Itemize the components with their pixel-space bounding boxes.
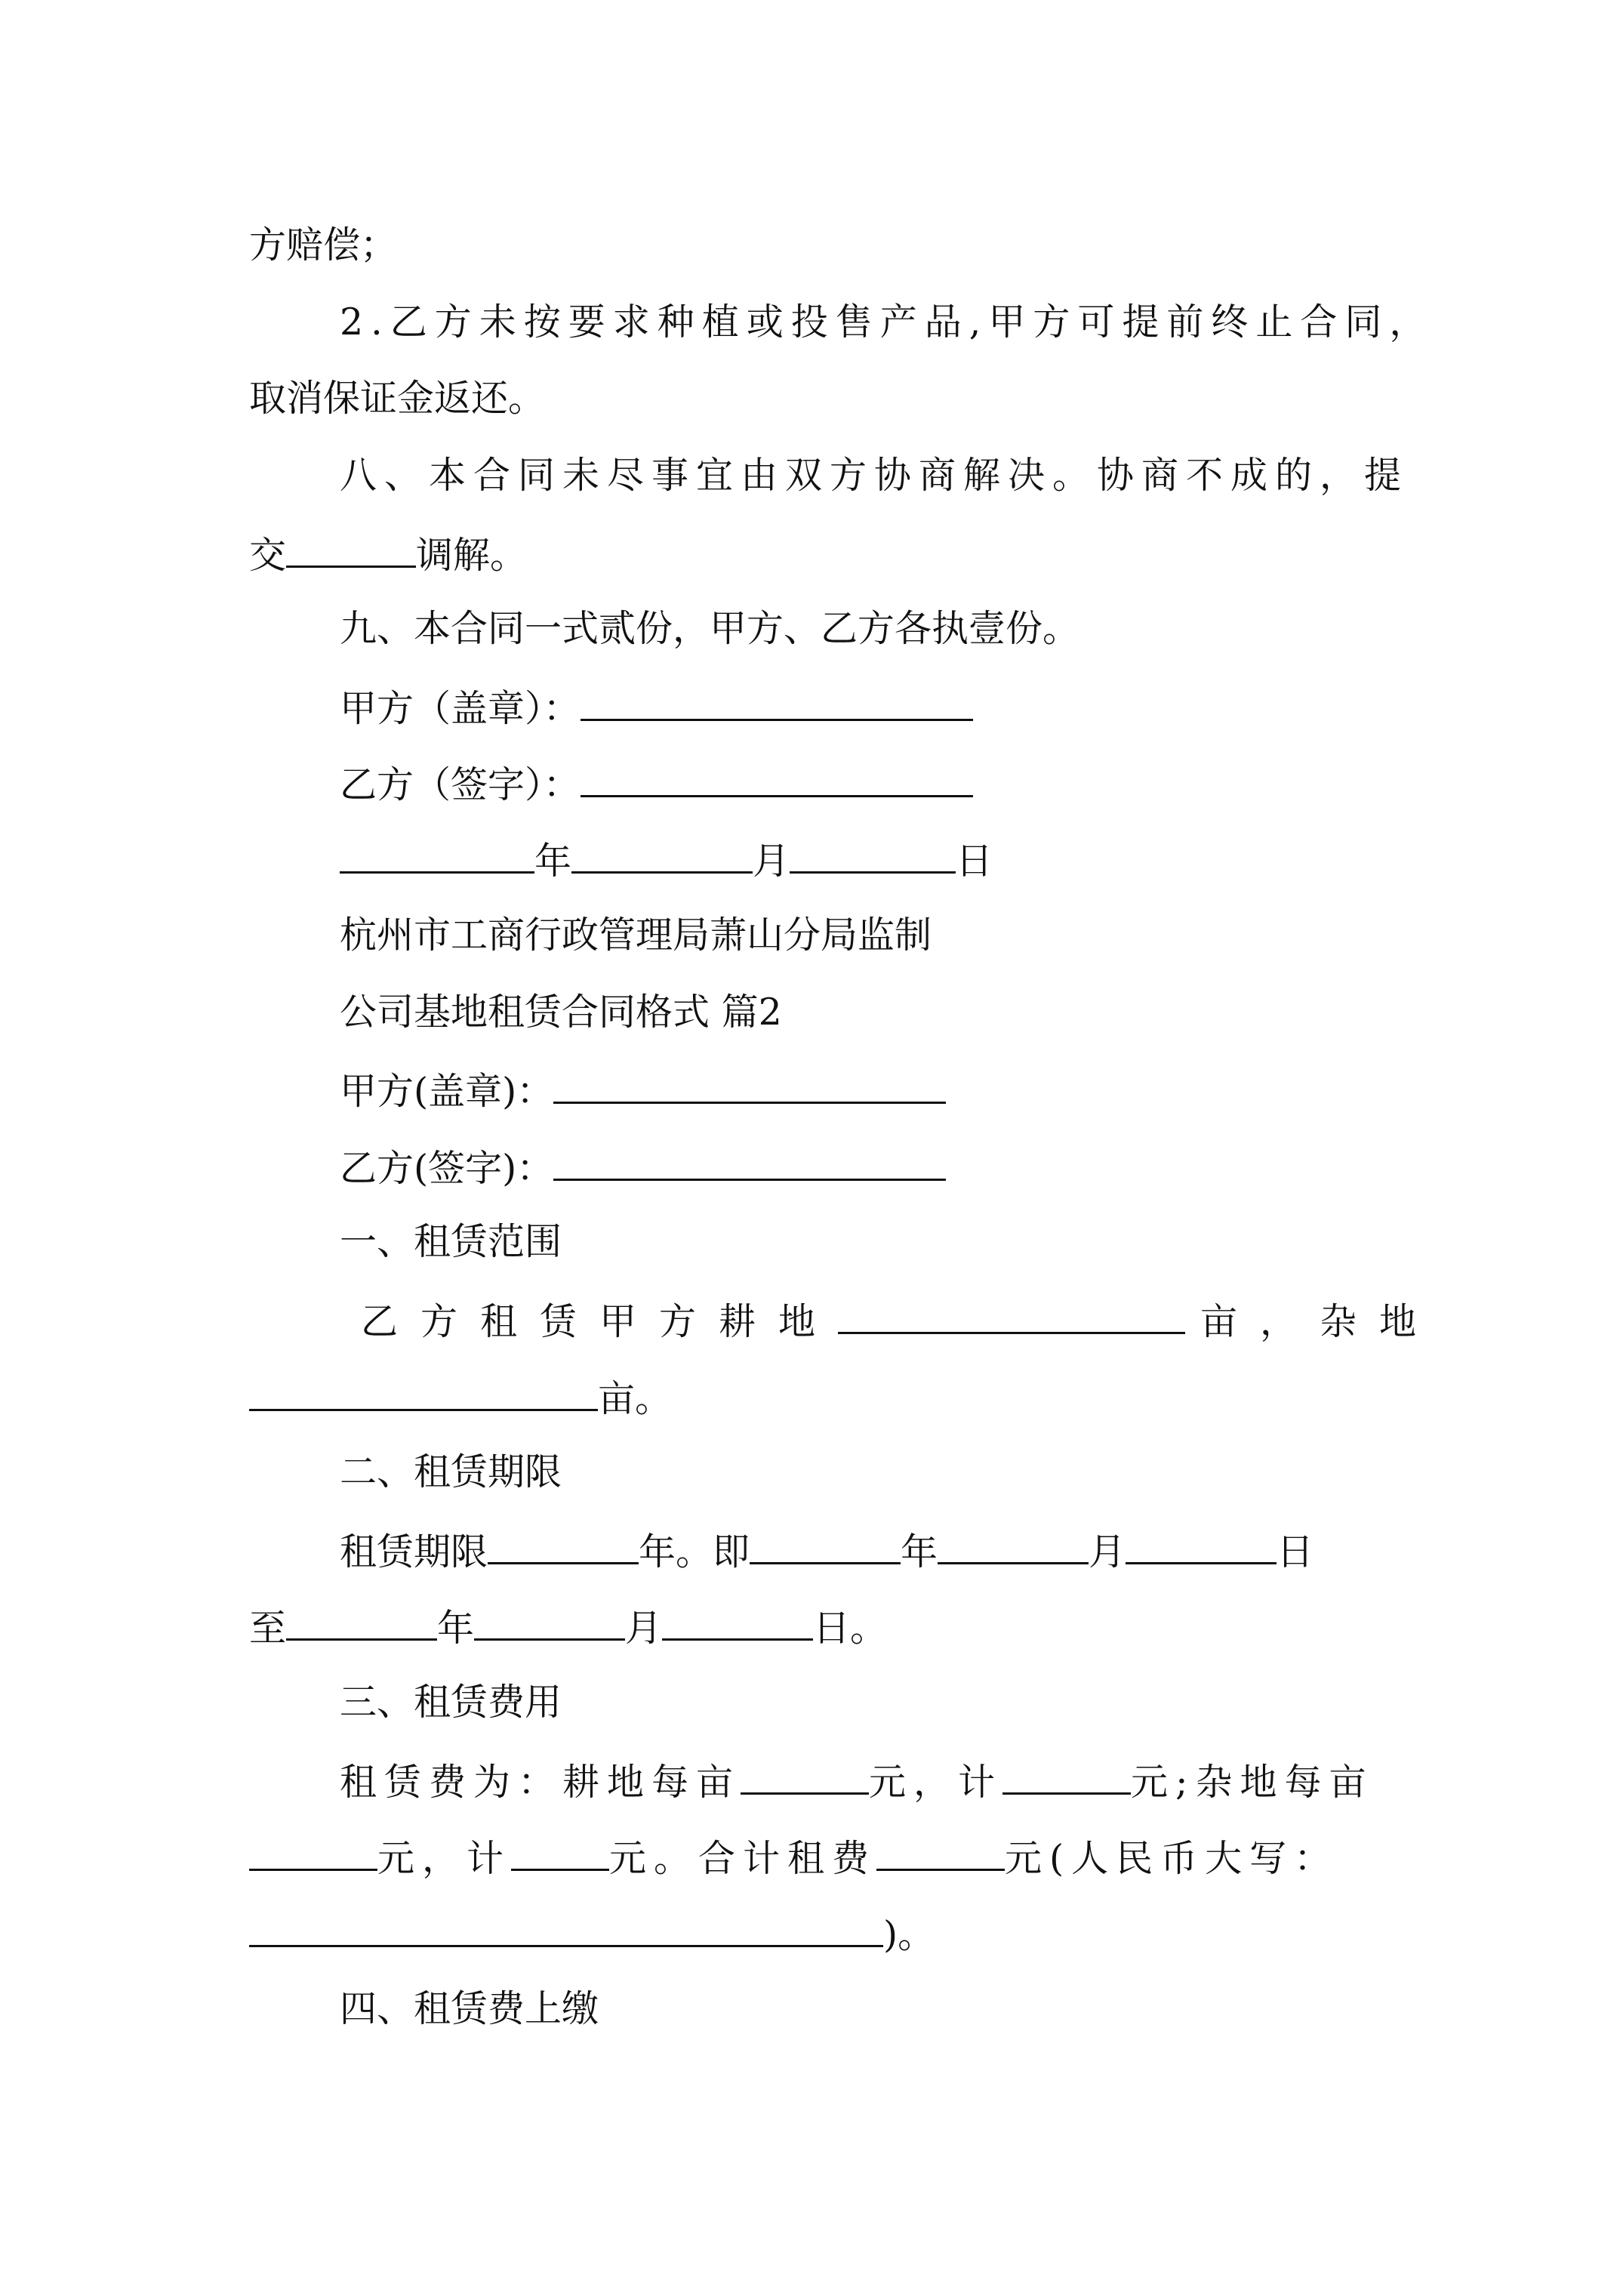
total-fee-blank[interactable] xyxy=(876,1829,1005,1871)
signature-blank[interactable] xyxy=(581,680,973,721)
month-blank[interactable] xyxy=(571,832,753,874)
section-title: 公司基地租赁合同格式 篇2 xyxy=(340,991,782,1034)
section-heading-2: 二、租赁期限 xyxy=(340,1450,562,1493)
month-label: 月 xyxy=(753,840,790,883)
text-fragment: 元;杂地每亩 xyxy=(1131,1761,1374,1804)
text-fragment: 月 xyxy=(625,1607,663,1650)
lease-term-line xyxy=(340,1523,1313,1576)
end-day-blank[interactable] xyxy=(662,1599,813,1641)
farmland-area-blank[interactable] xyxy=(838,1293,1185,1334)
text-fragment: 年。即 xyxy=(639,1530,750,1573)
text-fragment: 元。合计租费 xyxy=(609,1837,877,1880)
day-label: 日 xyxy=(956,840,993,883)
text-fragment: 亩。 xyxy=(598,1377,673,1420)
text-line: 方赔偿； xyxy=(249,223,398,267)
signature-label: 甲方（盖章）： xyxy=(340,687,581,730)
amount-in-words-blank[interactable] xyxy=(249,1906,883,1947)
signature-blank[interactable] xyxy=(553,1139,946,1181)
start-day-blank[interactable] xyxy=(1126,1523,1277,1564)
text-fragment: 年 xyxy=(901,1530,938,1573)
text-fragment: )。 xyxy=(883,1913,935,1956)
text-fragment: 月 xyxy=(1089,1530,1126,1573)
signature-blank[interactable] xyxy=(581,756,973,797)
term-years-blank[interactable] xyxy=(488,1523,639,1564)
text-fragment: 元(人民币大写： xyxy=(1005,1837,1339,1880)
blank-field[interactable] xyxy=(286,526,416,568)
text-fragment: 日。 xyxy=(813,1607,888,1650)
amount-in-words-line xyxy=(249,1906,935,1959)
text-fragment: 元，计 xyxy=(377,1837,512,1880)
text-fragment: 乙方租赁甲方耕地 xyxy=(361,1300,839,1343)
lease-term-continued xyxy=(249,1599,887,1652)
clause-2-line: 2.乙方未按要求种植或投售产品,甲方可提前终止合同， xyxy=(340,300,1434,344)
section-heading-3: 三、租赁费用 xyxy=(340,1681,562,1724)
year-label: 年 xyxy=(534,840,572,883)
lease-scope-continued xyxy=(249,1370,672,1422)
text-fragment: 租赁费为：耕地每亩 xyxy=(340,1761,741,1804)
signature-party-b xyxy=(340,1139,946,1192)
section-heading-4: 四、租赁费上缴 xyxy=(340,1987,599,2030)
text-fragment: 日 xyxy=(1277,1530,1314,1573)
farmland-rate-blank[interactable] xyxy=(741,1753,869,1795)
clause-8-line: 八、本合同未尽事宜由双方协商解决。协商不成的，提 xyxy=(340,454,1409,497)
signature-label: 乙方(签字)： xyxy=(340,1147,554,1190)
start-month-blank[interactable] xyxy=(938,1523,1089,1564)
lease-scope-line xyxy=(361,1293,1439,1345)
text-fragment: 至 xyxy=(249,1607,287,1650)
end-month-blank[interactable] xyxy=(474,1599,625,1641)
year-blank[interactable] xyxy=(340,832,534,874)
issuer-line: 杭州市工商行政管理局萧山分局监制 xyxy=(340,914,932,957)
text-fragment: 年 xyxy=(437,1607,475,1650)
misc-land-total-blank[interactable] xyxy=(511,1829,609,1871)
text-fragment: 亩，杂地 xyxy=(1200,1300,1440,1343)
signature-party-a xyxy=(340,680,973,732)
signature-label: 乙方（签字）： xyxy=(340,763,581,806)
section-heading-1: 一、租赁范围 xyxy=(340,1220,562,1263)
misc-land-area-blank[interactable] xyxy=(249,1370,598,1411)
lease-fee-continued xyxy=(249,1829,1338,1882)
signature-blank[interactable] xyxy=(553,1062,946,1104)
text-fragment: 交 xyxy=(249,534,287,577)
text-fragment: 租赁期限 xyxy=(340,1530,488,1573)
end-year-blank[interactable] xyxy=(286,1599,437,1641)
text-line: 取消保证金返还。 xyxy=(249,377,546,420)
date-line xyxy=(340,832,993,885)
start-year-blank[interactable] xyxy=(750,1523,901,1564)
text-fragment: 调解。 xyxy=(416,534,528,577)
signature-party-b xyxy=(340,756,973,809)
signature-label: 甲方(盖章)： xyxy=(340,1070,554,1113)
clause-8-continued xyxy=(249,526,527,579)
misc-land-rate-blank[interactable] xyxy=(249,1829,377,1871)
signature-party-a xyxy=(340,1062,946,1115)
farmland-total-blank[interactable] xyxy=(1002,1753,1131,1795)
text-fragment: 元，计 xyxy=(869,1761,1003,1804)
lease-fee-line xyxy=(340,1753,1374,1806)
day-blank[interactable] xyxy=(790,832,956,874)
clause-9-line: 九、本合同一式贰份，甲方、乙方各执壹份。 xyxy=(340,607,1080,650)
